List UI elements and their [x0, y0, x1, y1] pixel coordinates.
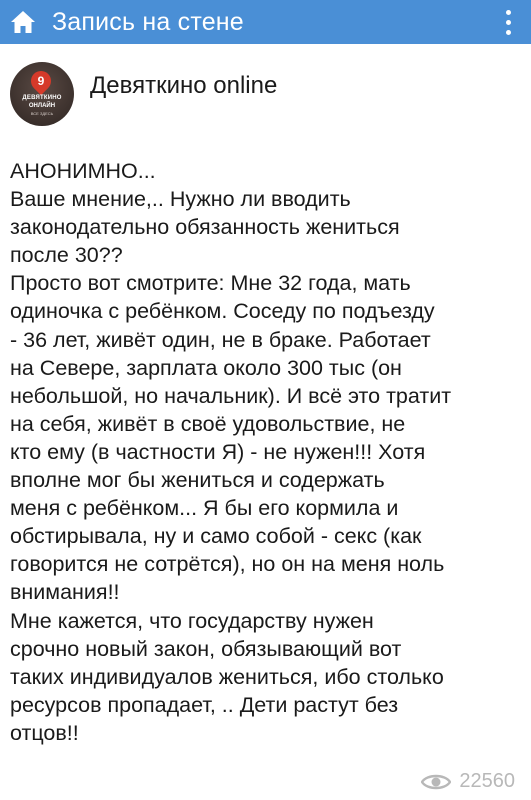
author-name[interactable]: Девяткино online	[90, 72, 278, 99]
home-icon	[10, 10, 36, 34]
home-button[interactable]	[0, 0, 46, 44]
text-line: говорится не сотрётся), но он на меня ноль	[10, 552, 445, 577]
avatar-number: 9	[37, 74, 45, 88]
text-line: внимания!!	[10, 580, 120, 605]
text-line: меня с ребёнком... Я бы его кормила и	[10, 496, 399, 521]
page-title: Запись на стене	[52, 7, 244, 36]
text-line: на Севере, зарплата около 300 тыс (он	[10, 355, 402, 380]
text-line: - 36 лет, живёт один, не в браке. Работает	[10, 327, 431, 352]
text-line: небольшой, но начальник). И всё это тратит	[10, 383, 452, 408]
avatar-line-3: ВСЕ ЗДЕСЬ	[30, 111, 54, 116]
text-line: ресурсов пропадает, .. Дети растут без	[10, 692, 399, 717]
text-line: обстирывала, ну и само собой - секс (как	[10, 524, 422, 549]
text-line: кто ему (в частности Я) - не нужен!!! Хотя	[10, 439, 426, 464]
text-line: срочно новый закон, обязывающий вот	[10, 636, 402, 661]
avatar-line-2: ОНЛАЙН	[28, 103, 56, 109]
text-line: Мне кажется, что государству нужен	[10, 608, 374, 633]
avatar[interactable]	[10, 62, 74, 126]
text-line: АНОНИМНО...	[10, 159, 156, 183]
post-header	[10, 62, 510, 142]
app-toolbar	[0, 0, 531, 44]
text-line: после 30??	[10, 243, 123, 268]
text-line: таких индивидуалов жениться, ибо столько	[10, 664, 444, 689]
text-line: законодательно обязанность жениться	[10, 215, 400, 240]
text-line: Ваше мнение,.. Нужно ли вводить	[10, 187, 351, 212]
more-options-button[interactable]	[499, 6, 517, 38]
text-line: на себя, живёт в своё удовольствие, не	[10, 411, 406, 436]
post-text	[10, 157, 525, 747]
text-line: отцов!!	[10, 720, 79, 745]
views-count: 22560	[459, 770, 515, 792]
text-line: вполне мог бы жениться и содержать	[10, 468, 385, 493]
views-counter	[421, 770, 515, 793]
more-vertical-icon	[506, 10, 511, 15]
avatar-line-1: ДЕВЯТКИНО	[22, 95, 62, 101]
text-line: Просто вот смотрите: Мне 32 года, мать	[10, 271, 411, 296]
eye-icon	[421, 772, 451, 792]
text-line: одиночка с ребёнком. Соседу по подъезду	[10, 299, 435, 324]
